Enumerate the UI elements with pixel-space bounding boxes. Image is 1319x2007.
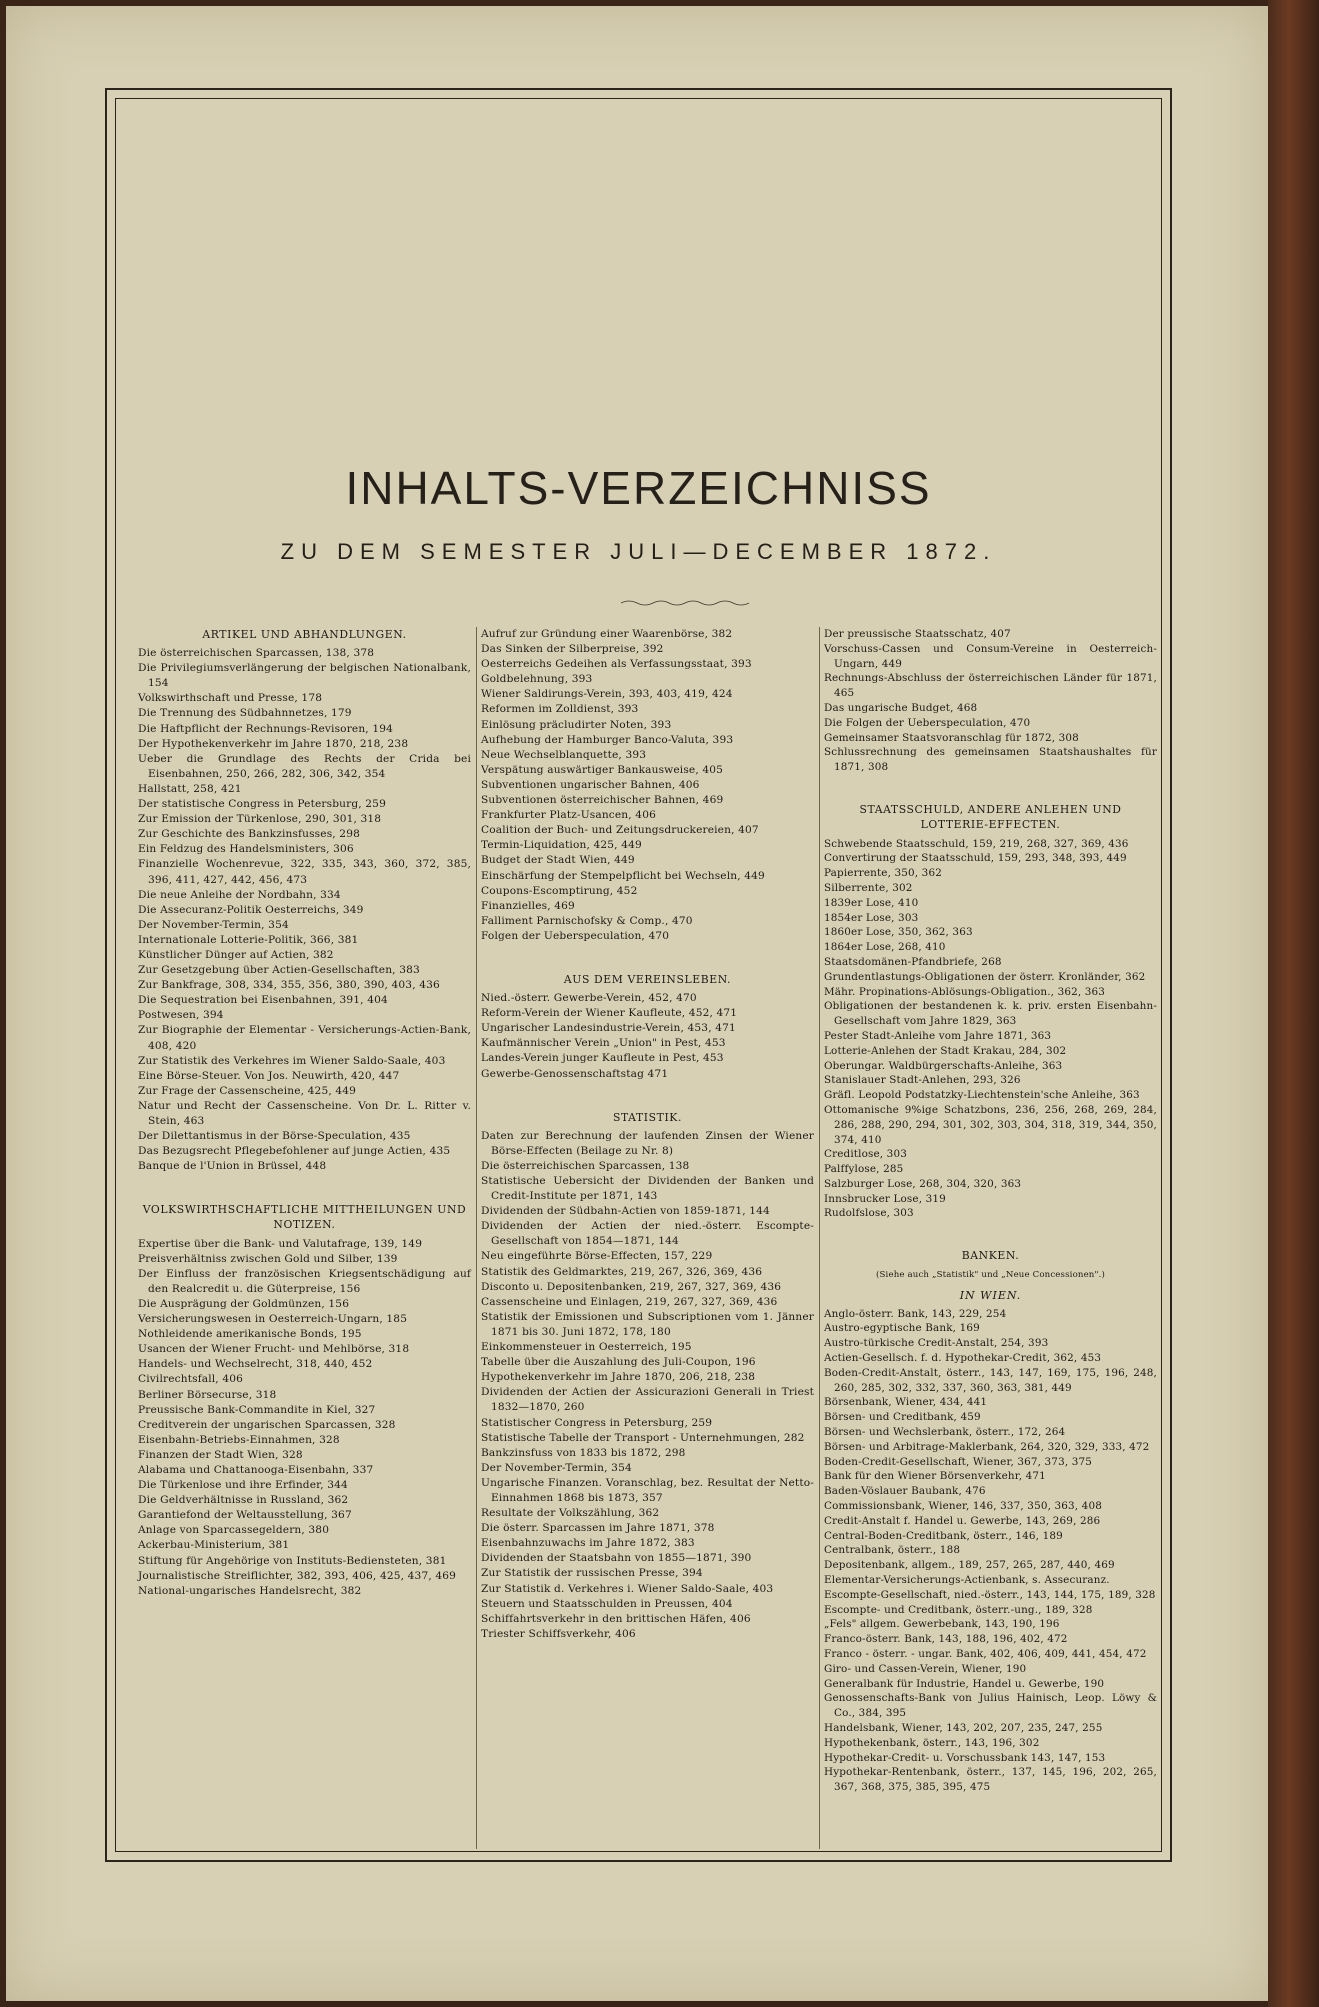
index-entry: Finanzen der Stadt Wien, 328: [138, 1448, 303, 1461]
index-entry: Ottomanische 9%ige Schatzbons, 236, 256, 268, 269, 284, 286, 288, 290, 294, 301, 302, 303, 304, 318, 319, 344, 350, 374, 410: [824, 1103, 1157, 1146]
index-entry: Gewerbe-Genossenschaftstag 471: [481, 1067, 669, 1080]
index-entry: Zur Emission der Türkenlose, 290, 301, 318: [138, 813, 382, 826]
index-entry: Die österreichischen Sparcassen, 138, 378: [138, 647, 375, 660]
index-entry: Commissionsbank, Wiener, 146, 337, 350, 363, 408: [824, 1500, 1102, 1513]
page-frame: [105, 88, 1172, 1862]
index-entry: Postwesen, 394: [138, 1009, 224, 1022]
index-entry: Subventionen österreichischer Bahnen, 469: [481, 794, 724, 807]
index-entry: Das Sinken der Silberpreise, 392: [481, 643, 664, 656]
index-entry: Central-Boden-Creditbank, österr., 146, 189: [824, 1529, 1063, 1542]
index-entry: Neu eingeführte Börse-Effecten, 157, 229: [481, 1250, 713, 1263]
index-entry: Papierrente, 350, 362: [824, 867, 942, 880]
index-entry: Börsen- und Arbitrage-Maklerbank, 264, 320, 329, 333, 472: [824, 1440, 1150, 1453]
index-entry: Actien-Gesellsch. f. d. Hypothekar-Credit, 362, 453: [824, 1352, 1102, 1365]
column-divider: [819, 627, 820, 1849]
index-entry: Landes-Verein junger Kaufleute in Pest, 453: [481, 1052, 724, 1065]
index-entry: Der Hypothekenverkehr im Jahre 1870, 218, 238: [138, 737, 409, 750]
index-entry: Dividenden der Actien der nied.-österr. Escompte-Gesellschaft von 1854—1871, 144: [481, 1220, 814, 1248]
index-entry: Palffylose, 285: [824, 1163, 904, 1176]
page: [6, 6, 1268, 2001]
index-entry: 1864er Lose, 268, 410: [824, 941, 946, 954]
index-entry: „Fels" allgem. Gewerbebank, 143, 190, 196: [824, 1618, 1060, 1631]
index-entry: Genossenschafts-Bank von Julius Hainisch, Leop. Löwy & Co., 384, 395: [824, 1692, 1157, 1720]
index-entry: Einschärfung der Stempelpflicht bei Wechseln, 449: [481, 869, 765, 882]
page-title: INHALTS-VERZEICHNISS: [345, 462, 932, 514]
index-column-3: [824, 627, 1157, 1795]
index-entry: Die Ausprägung der Goldmünzen, 156: [138, 1297, 350, 1310]
index-entry: Das ungarische Budget, 468: [824, 701, 978, 714]
index-entry: Volkswirthschaft und Presse, 178: [138, 692, 323, 705]
index-entry: Cassenscheine und Einlagen, 219, 267, 327, 369, 436: [481, 1295, 778, 1308]
index-entry: Salzburger Lose, 268, 304, 320, 363: [824, 1177, 1022, 1190]
index-entry: Grundentlastungs-Obligationen der österr. Kronländer, 362: [824, 970, 1146, 983]
index-entry: Die Geldverhältnisse in Russland, 362: [138, 1494, 349, 1507]
index-entry: Die Türkenlose und ihre Erfinder, 344: [138, 1479, 348, 1492]
index-entry: Die österreichischen Sparcassen, 138: [481, 1159, 690, 1172]
index-entry: Schiffahrtsverkehr in den brittischen Häfen, 406: [481, 1612, 751, 1625]
index-entry: Der preussische Staatsschatz, 407: [824, 628, 1011, 640]
index-entry: Franco - österr. - ungar. Bank, 402, 406, 409, 441, 454, 472: [824, 1648, 1147, 1660]
index-entry: Convertirung der Staatsschuld, 159, 293, 348, 393, 449: [824, 852, 1127, 865]
index-column-2: [481, 627, 814, 1642]
index-entry: Austro-egyptische Bank, 169: [824, 1322, 980, 1335]
section-heading: STATISTIK.: [612, 1110, 683, 1124]
index-entry: Die Privilegiumsverlängerung der belgischen Nationalbank, 154: [138, 662, 471, 690]
index-entry: Der Einfluss der französischen Kriegsentschädigung auf den Realcredit u. die Güterpreise, 156: [138, 1267, 471, 1295]
section-heading: AUS DEM VEREINSLEBEN.: [563, 972, 732, 986]
index-entry: Die österr. Sparcassen im Jahre 1871, 378: [481, 1522, 715, 1535]
index-entry: Hypothekar-Credit- u. Vorschussbank 143, 147, 153: [824, 1751, 1106, 1764]
index-entry: Innsbrucker Lose, 319: [824, 1192, 946, 1205]
index-entry: Generalbank für Industrie, Handel u. Gewerbe, 190: [824, 1677, 1105, 1690]
index-entry: Der Dilettantismus in der Börse-Speculation, 435: [138, 1130, 411, 1143]
index-entry: Schlussrechnung des gemeinsamen Staatshaushaltes für 1871, 308: [824, 746, 1157, 774]
index-entry: Ungarische Finanzen. Voranschlag, bez. Resultat der Netto-Einnahmen 1868 bis 1873, 357: [481, 1476, 814, 1504]
index-entry: Centralbank, österr., 188: [824, 1544, 961, 1557]
index-entry: Preisverhältniss zwischen Gold und Silber, 139: [138, 1252, 398, 1265]
index-entry: Zur Statistik der russischen Presse, 394: [481, 1567, 703, 1580]
index-entry: Finanzielles, 469: [481, 899, 575, 912]
index-entry: Statistische Tabelle der Transport - Unternehmungen, 282: [481, 1431, 805, 1444]
index-entry: Lotterie-Anlehen der Stadt Krakau, 284, 302: [824, 1044, 1067, 1057]
index-entry: Anglo-österr. Bank, 143, 229, 254: [824, 1307, 1007, 1320]
index-entry: Coalition der Buch- und Zeitungsdruckereien, 407: [481, 824, 759, 837]
index-entry: Natur und Recht der Cassenscheine. Von Dr. L. Ritter v. Stein, 463: [138, 1099, 471, 1127]
index-entry: Oesterreichs Gedeihen als Verfassungsstaat, 393: [481, 658, 752, 671]
index-entry: Börsen- und Wechslerbank, österr., 172, 264: [824, 1426, 1066, 1439]
index-entry: Austro-türkische Credit-Anstalt, 254, 393: [824, 1337, 1049, 1350]
index-entry: Frankfurter Platz-Usancen, 406: [481, 809, 656, 822]
index-entry: Reform-Verein der Wiener Kaufleute, 452, 471: [481, 1007, 738, 1020]
index-entry: Zur Geschichte des Bankzinsfusses, 298: [138, 828, 360, 841]
index-entry: Verspätung auswärtiger Bankausweise, 405: [481, 763, 724, 776]
index-entry: Preussische Bank-Commandite in Kiel, 327: [138, 1403, 376, 1416]
index-entry: Die Haftpflicht der Rechnungs-Revisoren, 194: [138, 722, 394, 735]
index-entry: Banque de l'Union in Brüssel, 448: [138, 1160, 327, 1173]
index-entry: Falliment Parnischofsky & Comp., 470: [481, 914, 693, 927]
index-entry: Rudolfslose, 303: [824, 1207, 914, 1220]
index-entry: Obligationen der bestandenen k. k. priv. ersten Eisenbahn-Gesellschaft vom Jahre 1829, 363: [824, 1000, 1157, 1028]
index-entry: Eine Börse-Steuer. Von Jos. Neuwirth, 420, 447: [138, 1069, 400, 1082]
index-entry: Handelsbank, Wiener, 143, 202, 207, 235, 247, 255: [824, 1721, 1103, 1734]
index-entry: Die Folgen der Ueberspeculation, 470: [824, 716, 1031, 729]
index-entry: Zur Statistik des Verkehres im Wiener Saldo-Saale, 403: [138, 1054, 446, 1067]
index-entry: Berliner Börsecurse, 318: [138, 1388, 277, 1401]
index-entry: 1839er Lose, 410: [824, 896, 919, 909]
index-entry: Statistik der Emissionen und Subscriptionen vom 1. Jänner 1871 bis 30. Juni 1872, 178, 180: [481, 1310, 814, 1338]
index-entry: Escompte-Gesellschaft, nied.-österr., 143, 144, 175, 189, 328: [824, 1588, 1156, 1601]
index-entry: Goldbelehnung, 393: [481, 673, 593, 686]
index-entry: Rechnungs-Abschluss der österreichischen Länder für 1871, 465: [824, 672, 1157, 700]
index-entry: Gemeinsamer Staatsvoranschlag für 1872, 308: [824, 731, 1079, 744]
index-entry: Der statistische Congress in Petersburg, 259: [138, 798, 386, 811]
index-entry: Reformen im Zolldienst, 393: [481, 703, 639, 716]
index-entry: Der November-Termin, 354: [481, 1461, 632, 1474]
index-entry: Die Assecuranz-Politik Oesterreichs, 349: [138, 903, 364, 916]
index-entry: Gräfl. Leopold Podstatzky-Liechtenstein'sche Anleihe, 363: [824, 1089, 1140, 1102]
index-entry: Schwebende Staatsschuld, 159, 219, 268, 327, 369, 436: [824, 837, 1129, 850]
index-entry: Tabelle über die Auszahlung des Juli-Coupon, 196: [481, 1356, 756, 1369]
index-entry: Neue Wechselblanquette, 393: [481, 748, 647, 761]
section-heading: BANKEN.: [961, 1249, 1020, 1263]
index-entry: Creditlose, 303: [824, 1148, 907, 1161]
index-entry: Zur Gesetzgebung über Actien-Gesellschaften, 383: [138, 964, 420, 977]
index-entry: Boden-Credit-Gesellschaft, Wiener, 367, 373, 375: [824, 1455, 1093, 1468]
index-entry: Baden-Vöslauer Baubank, 476: [824, 1485, 986, 1498]
index-entry: Coupons-Escomptirung, 452: [481, 884, 638, 897]
index-entry: Steuern und Staatsschulden in Preussen, 404: [481, 1597, 733, 1610]
index-entry: Escompte- und Creditbank, österr.-ung., 189, 328: [824, 1603, 1093, 1616]
section-subheading: IN WIEN.: [959, 1288, 1022, 1302]
index-entry: Die Sequestration bei Eisenbahnen, 391, 404: [138, 994, 388, 1007]
index-entry: Mähr. Propinations-Ablösungs-Obligation., 362, 363: [824, 985, 1106, 998]
index-entry: Kaufmännischer Verein „Union" in Pest, 453: [481, 1037, 726, 1050]
index-entry: 1860er Lose, 350, 362, 363: [824, 926, 973, 939]
index-entry: Triester Schiffsverkehr, 406: [481, 1627, 636, 1640]
index-entry: Hypothekar-Rentenbank, österr., 137, 145, 196, 202, 265, 367, 368, 375, 385, 395, 475: [824, 1766, 1157, 1794]
index-entry: Eisenbahn-Betriebs-Einnahmen, 328: [138, 1433, 340, 1446]
index-entry: Statistischer Congress in Petersburg, 259: [481, 1416, 713, 1429]
index-entry: Credit-Anstalt f. Handel u. Gewerbe, 143, 269, 286: [824, 1514, 1101, 1527]
index-entry: Wiener Saldirungs-Verein, 393, 403, 419, 424: [481, 688, 733, 701]
index-entry: Hypothekenbank, österr., 143, 196, 302: [824, 1736, 1040, 1749]
index-entry: Eisenbahnzuwachs im Jahre 1872, 383: [481, 1537, 695, 1550]
section-heading: VOLKSWIRTHSCHAFTLICHE MITTHEILUNGEN UND NOTIZEN.: [142, 1203, 467, 1232]
index-entry: Der November-Termin, 354: [138, 918, 289, 931]
index-entry: Hypothekenverkehr im Jahre 1870, 206, 218, 238: [481, 1371, 756, 1384]
index-entry: Einlösung präcludirter Noten, 393: [481, 718, 672, 731]
index-entry: Zur Biographie der Elementar - Versicherungs-Actien-Bank, 408, 420: [138, 1024, 471, 1052]
index-entry: Aufhebung der Hamburger Banco-Valuta, 393: [481, 733, 734, 746]
index-entry: Elementar-Versicherungs-Actienbank, s. Assecuranz.: [824, 1574, 1110, 1587]
book-binding: [1268, 0, 1319, 2007]
section-note: (Siehe auch „Statistik" und „Neue Concessionen".): [876, 1270, 1105, 1281]
index-entry: Die neue Anleihe der Nordbahn, 334: [138, 888, 341, 901]
index-entry: Ueber die Grundlage des Rechts der Crida bei Eisenbahnen, 250, 266, 282, 306, 342, 354: [138, 752, 471, 780]
index-entry: Zur Bankfrage, 308, 334, 355, 356, 380, 390, 403, 436: [138, 979, 440, 992]
page-subtitle: ZU DEM SEMESTER JULI—DECEMBER 1872.: [280, 539, 997, 564]
index-entry: Nothleidende amerikanische Bonds, 195: [138, 1328, 362, 1341]
index-entry: Journalistische Streiflichter, 382, 393, 406, 425, 437, 469: [138, 1569, 457, 1582]
index-entry: Daten zur Berechnung der laufenden Zinsen der Wiener Börse-Effecten (Beilage zu Nr. 8): [481, 1129, 814, 1157]
index-entry: Bankzinsfuss von 1833 bis 1872, 298: [481, 1446, 686, 1459]
index-entry: Vorschuss-Cassen und Consum-Vereine in Oesterreich-Ungarn, 449: [824, 642, 1157, 670]
index-entry: Versicherungswesen in Oesterreich-Ungarn, 185: [138, 1313, 408, 1326]
index-entry: Resultate der Volkszählung, 362: [481, 1507, 660, 1520]
index-entry: Börsen- und Creditbank, 459: [824, 1411, 981, 1424]
index-entry: Dividenden der Südbahn-Actien von 1859-1871, 144: [481, 1205, 770, 1218]
index-entry: National-ungarisches Handelsrecht, 382: [138, 1584, 362, 1597]
index-entry: Boden-Credit-Anstalt, österr., 143, 147, 169, 175, 196, 248, 260, 285, 302, 332, 337, 360, 363, 381, 449: [824, 1366, 1157, 1394]
index-entry: Künstlicher Dünger auf Actien, 382: [138, 948, 334, 961]
index-entry: Folgen der Ueberspeculation, 470: [481, 929, 670, 942]
index-entry: Finanzielle Wochenrevue, 322, 335, 343, 360, 372, 385, 396, 411, 427, 442, 456, 473: [138, 858, 471, 886]
index-entry: Statistische Uebersicht der Dividenden der Banken und Credit-Institute per 1871, 143: [481, 1175, 814, 1203]
index-entry: 1854er Lose, 303: [824, 911, 919, 924]
index-entry: Börsenbank, Wiener, 434, 441: [824, 1396, 988, 1409]
index-entry: Das Bezugsrecht Pflegebefohlener auf junge Actien, 435: [138, 1145, 451, 1158]
index-entry: Anlage von Sparcassegeldern, 380: [138, 1524, 330, 1537]
page-frame-inner: [115, 98, 1162, 1852]
index-entry: Aufruf zur Gründung einer Waarenbörse, 382: [481, 628, 733, 640]
index-entry: Nied.-österr. Gewerbe-Verein, 452, 470: [481, 992, 697, 1005]
index-entry: Civilrechtsfall, 406: [138, 1373, 244, 1386]
index-entry: Franco-österr. Bank, 143, 188, 196, 402, 472: [824, 1633, 1068, 1646]
index-entry: Depositenbank, allgem., 189, 257, 265, 287, 440, 469: [824, 1559, 1115, 1572]
ornament-divider: [621, 598, 751, 608]
index-entry: Subventionen ungarischer Bahnen, 406: [481, 778, 700, 791]
index-entry: Dividenden der Actien der Assicurazioni Generali in Triest 1832—1870, 260: [481, 1386, 814, 1414]
index-entry: Zur Statistik d. Verkehres i. Wiener Saldo-Saale, 403: [481, 1582, 774, 1595]
section-heading: ARTIKEL UND ABHANDLUNGEN.: [202, 628, 407, 641]
index-entry: Disconto u. Depositenbanken, 219, 267, 327, 369, 436: [481, 1280, 782, 1293]
index-entry: Ungarischer Landesindustrie-Verein, 453, 471: [481, 1022, 736, 1035]
index-entry: Termin-Liquidation, 425, 449: [481, 839, 642, 852]
index-entry: Expertise über die Bank- und Valutafrage, 139, 149: [138, 1237, 423, 1250]
index-entry: Garantiefond der Weltausstellung, 367: [138, 1509, 352, 1522]
index-entry: Internationale Lotterie-Politik, 366, 381: [138, 933, 359, 946]
index-entry: Staatsdomänen-Pfandbriefe, 268: [824, 955, 1002, 968]
index-entry: Hallstatt, 258, 421: [138, 782, 242, 795]
index-entry: Budget der Stadt Wien, 449: [481, 854, 635, 867]
index-entry: Giro- und Cassen-Verein, Wiener, 190: [824, 1662, 1027, 1675]
index-entry: Stanislauer Stadt-Anlehen, 293, 326: [824, 1074, 1021, 1087]
index-entry: Handels- und Wechselrecht, 318, 440, 452: [138, 1358, 373, 1371]
index-entry: Creditverein der ungarischen Sparcassen, 328: [138, 1418, 396, 1431]
index-entry: Ein Feldzug des Handelsministers, 306: [138, 843, 354, 856]
section-heading: STAATSSCHULD, ANDERE ANLEHEN UND LOTTERIE-EFFECTEN.: [859, 802, 1122, 831]
index-entry: Die Trennung des Südbahnnetzes, 179: [138, 707, 352, 720]
index-entry: Silberrente, 302: [824, 881, 913, 894]
index-entry: Ackerbau-Ministerium, 381: [138, 1539, 290, 1552]
index-entry: Statistik des Geldmarktes, 219, 267, 326, 369, 436: [481, 1265, 763, 1278]
index-entry: Bank für den Wiener Börsenverkehr, 471: [824, 1470, 1046, 1483]
index-column-1: [138, 627, 471, 1599]
index-entry: Usancen der Wiener Frucht- und Mehlbörse, 318: [138, 1343, 410, 1356]
index-entry: Dividenden der Staatsbahn von 1855—1871, 390: [481, 1552, 752, 1565]
index-entry: Alabama und Chattanooga-Eisenbahn, 337: [138, 1463, 374, 1476]
index-entry: Zur Frage der Cassenscheine, 425, 449: [138, 1084, 357, 1097]
index-entry: Einkommensteuer in Oesterreich, 195: [481, 1341, 692, 1354]
column-divider: [476, 627, 477, 1849]
index-entry: Pester Stadt-Anleihe vom Jahre 1871, 363: [824, 1029, 1052, 1042]
index-entry: Oberungar. Waldbürgerschafts-Anleihe, 363: [824, 1059, 1063, 1072]
index-entry: Stiftung für Angehörige von Instituts-Bediensteten, 381: [138, 1554, 447, 1567]
